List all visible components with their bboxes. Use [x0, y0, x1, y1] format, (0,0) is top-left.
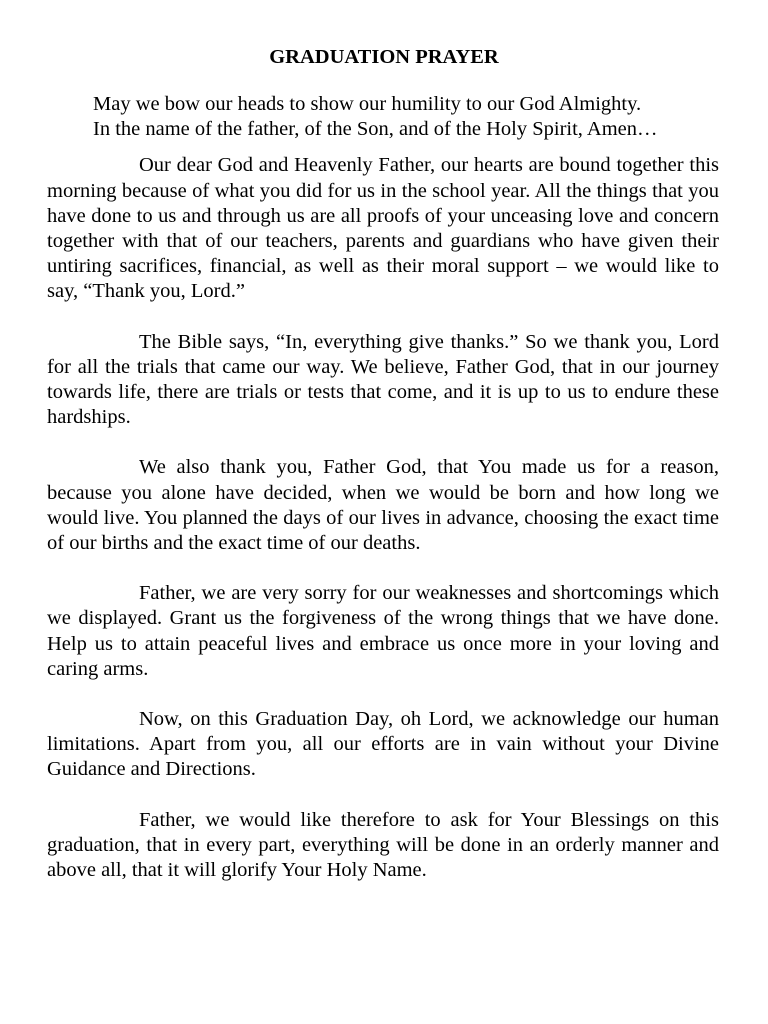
opening-line: May we bow our heads to show our humility to our God Almighty.	[93, 93, 642, 115]
prayer-paragraph-1: Our dear God and Heavenly Father, our hearts are bound together this morning because of what you did for us in the school year. All the things that you have done to us and through us are all proofs of your unceasing love and concern together with that of our teachers, parents and guardians who have given their untiring sacrifices, financial, as well as their moral support – we would like to say, “Thank you, Lord.”	[47, 154, 719, 303]
prayer-paragraph-2: The Bible says, “In, everything give thanks.” So we thank you, Lord for all the trials that came our way. We believe, Father God, that in our journey towards life, there are trials or tests that come, and it is up to us to endure these hardships.	[47, 330, 719, 429]
prayer-paragraph-5: Now, on this Graduation Day, oh Lord, we acknowledge our human limitations. Apart from you, all our efforts are in vain without your Divine Guidance and Directions.	[47, 708, 719, 781]
prayer-paragraph-3: We also thank you, Father God, that You made us for a reason, because you alone have decided, when we would be born and how long we would live. You planned the days of our lives in advance, choosing the exact time of our births and the exact time of our deaths.	[47, 456, 719, 555]
prayer-paragraph-6: Father, we would like therefore to ask for Your Blessings on this graduation, that in every part, everything will be done in an orderly manner and above all, that it will glorify Your Holy Name.	[47, 808, 719, 882]
prayer-paragraph-4: Father, we are very sorry for our weaknesses and shortcomings which we displayed. Grant us the forgiveness of the wrong things that we have done. Help us to attain peaceful lives and embrace us once more in your loving and caring arms.	[47, 582, 719, 680]
document-title: GRADUATION PRAYER	[269, 46, 499, 68]
invocation-line: In the name of the father, of the Son, and of the Holy Spirit, Amen…	[93, 118, 658, 141]
document-page	[47, 44, 719, 908]
